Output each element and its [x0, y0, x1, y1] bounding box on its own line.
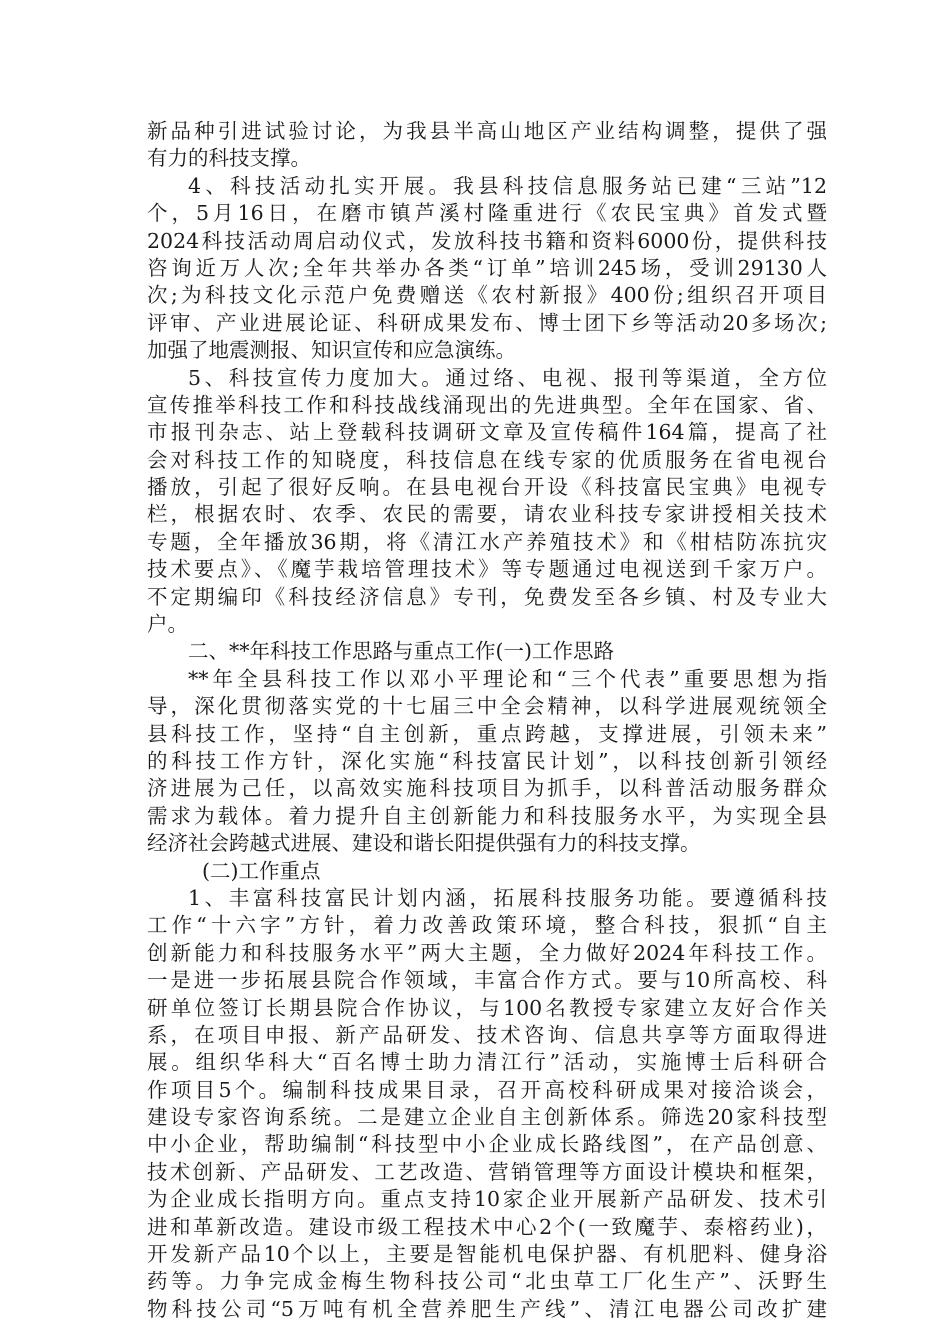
text-line: 市报刊杂志、站上登载科技调研文章及宣传稿件164篇，提高了社: [147, 420, 827, 445]
text-line: 中小企业，帮助编制“科技型中小企业成长路线图”，在产品创意、: [147, 1132, 827, 1157]
text-line: 开发新产品10个以上，主要是智能机电保护器、有机肥料、健身浴: [147, 1242, 827, 1267]
text-line: 系，在项目申报、新产品研发、技术咨询、信息共享等方面取得进: [147, 1022, 827, 1047]
text-line: 为企业成长指明方向。重点支持10家企业开展新产品研发、技术引: [147, 1187, 827, 1212]
text-line: 4、科技活动扎实开展。我县科技信息服务站已建“三站”12: [188, 173, 827, 198]
text-line: 展。组织华科大“百名博士助力清江行”活动，实施博士后科研合: [147, 1050, 827, 1075]
text-line: 专题，全年播放36期，将《清江水产养殖技术》和《柑桔防冻抗灾: [147, 529, 827, 554]
text-line: 药等。力争完成金梅生物科技公司“北虫草工厂化生产”、沃野生: [147, 1269, 827, 1294]
text-line: 工作“十六字”方针，着力改善政策环境，整合科技，狠抓“自主: [147, 913, 827, 938]
text-line: 不定期编印《科技经济信息》专刊，免费发至各乡镇、村及专业大: [147, 584, 827, 609]
text-line: 新品种引进试验讨论，为我县半高山地区产业结构调整，提供了强: [147, 119, 827, 143]
text-line: 个，5月16日，在磨市镇芦溪村隆重进行《农民宝典》首发式暨: [147, 201, 827, 226]
document-body-text: [147, 118, 827, 1323]
text-line: 二、**年科技工作思路与重点工作(一)工作思路: [188, 639, 614, 664]
text-line: 需求为载体。着力提升自主创新能力和科技服务水平，为实现全县: [147, 803, 827, 828]
text-line: 县科技工作，坚持“自主创新，重点跨越，支撑进展，引领未来”: [147, 721, 827, 746]
text-line: 次;为科技文化示范户免费赠送《农村新报》400份;组织召开项目: [147, 283, 827, 308]
text-line: 济进展为己任，以高效实施科技项目为抓手，以科普活动服务群众: [147, 776, 827, 801]
text-line: 作项目5个。编制科技成果目录，召开高校科研成果对接洽谈会，: [147, 1077, 827, 1102]
text-line: (二)工作重点: [202, 858, 321, 883]
text-line: 咨询近万人次;全年共举办各类“订单”培训245场，受训29130人: [147, 255, 827, 280]
text-line: 经济社会跨越式进展、建设和谐长阳提供强有力的科技支撑。: [147, 831, 701, 856]
text-line: 建设专家咨询系统。二是建立企业自主创新体系。筛选20家科技型: [147, 1105, 827, 1130]
text-line: 创新能力和科技服务水平”两大主题，全力做好2024年科技工作。: [147, 940, 827, 965]
text-line: 户。: [147, 612, 188, 637]
text-line: **年全县科技工作以邓小平理论和“三个代表”重要思想为指: [188, 666, 827, 691]
text-line: 2024科技活动周启动仪式，发放科技书籍和资料6000份，提供科技: [147, 228, 827, 253]
text-line: 物科技公司“5万吨有机全营养肥生产线”、清江电器公司改扩建: [147, 1296, 827, 1321]
text-line: 栏，根据农时、农季、农民的需要，请农业科技专家讲授相关技术: [147, 502, 827, 527]
text-line: 技术要点》、《魔芋栽培管理技术》等专题通过电视送到千家万户。: [147, 557, 827, 582]
text-line: 的科技工作方针，深化实施“科技富民计划”，以科技创新引领经: [147, 748, 827, 773]
text-line: 播放，引起了很好反响。在县电视台开设《科技富民宝典》电视专: [147, 475, 827, 500]
text-line: 进和革新改造。建设市级工程技术中心2个(一致魔芋、泰榕药业)，: [147, 1214, 827, 1239]
text-line: 导，深化贯彻落实党的十七届三中全会精神，以科学进展观统领全: [147, 694, 827, 719]
text-line: 加强了地震测报、知识宣传和应急演练。: [147, 338, 516, 363]
text-line: 一是进一步拓展县院合作领域，丰富合作方式。要与10所高校、科: [147, 968, 827, 993]
text-line: 会对科技工作的知晓度，科技信息在线专家的优质服务在省电视台: [147, 447, 827, 472]
text-line: 有力的科技支撑。: [147, 146, 311, 171]
text-line: 1、丰富科技富民计划内涵，拓展科技服务功能。要遵循科技: [188, 885, 827, 910]
text-line: 技术创新、产品研发、工艺改造、营销管理等方面设计模块和框架，: [147, 1159, 827, 1184]
text-line: 5、科技宣传力度加大。通过络、电视、报刊等渠道，全方位: [188, 365, 827, 390]
text-line: 研单位签订长期县院合作协议，与100名教授专家建立友好合作关: [147, 995, 827, 1020]
text-line: 宣传推举科技工作和科技战线涌现出的先进典型。全年在国家、省、: [147, 392, 827, 417]
text-line: 评审、产业进展论证、科研成果发布、博士团下乡等活动20多场次;: [147, 310, 827, 335]
